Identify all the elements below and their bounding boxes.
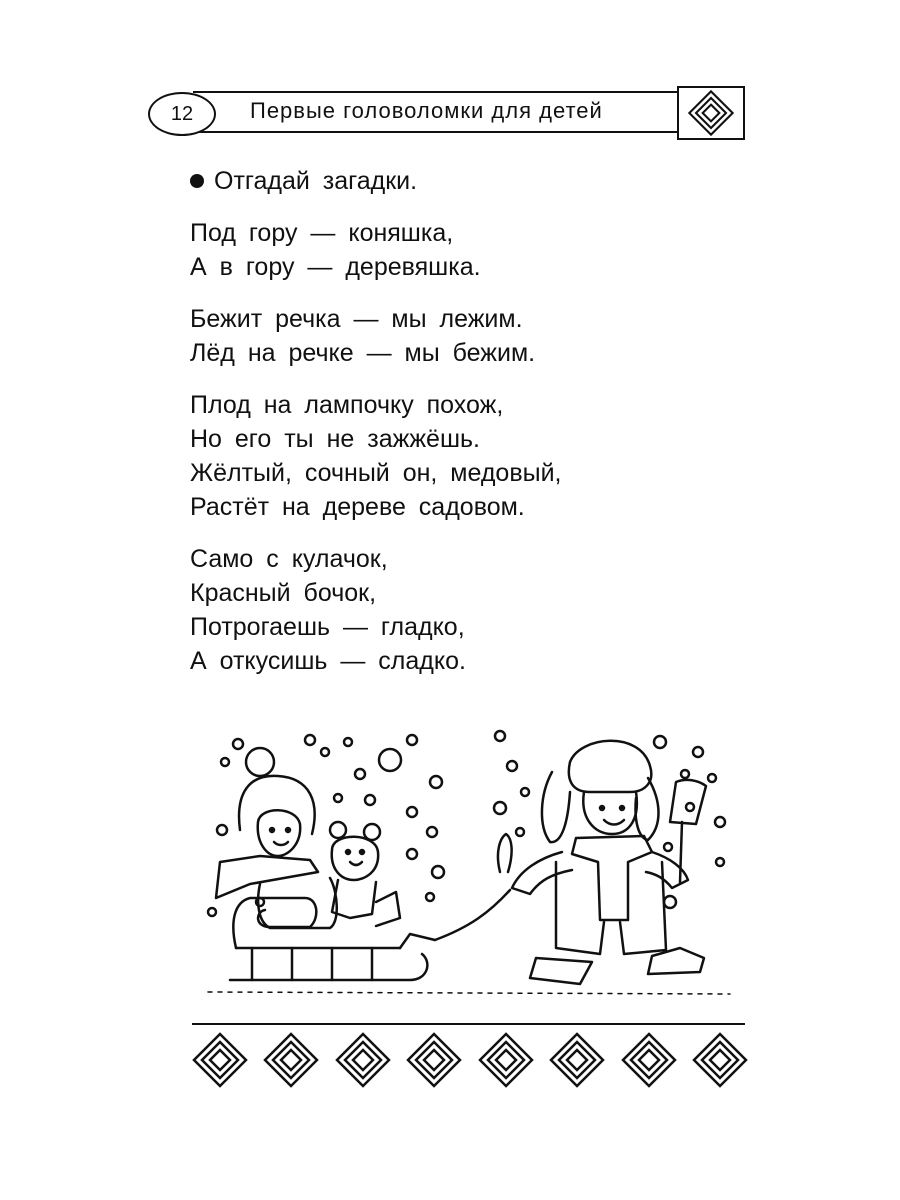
riddle-line: Но его ты не зажжёшь. xyxy=(190,425,480,453)
riddle-line: Под гору — коняшка, xyxy=(190,219,454,247)
sled-rope xyxy=(435,890,510,940)
riddle xyxy=(190,302,750,370)
riddle-line: Растёт на дереве садовом. xyxy=(190,493,525,521)
diamond-ornament-icon xyxy=(333,1030,393,1090)
riddles-section xyxy=(190,164,750,696)
header-rule-bottom xyxy=(193,131,679,133)
instruction xyxy=(190,164,750,198)
child-on-sled-icon xyxy=(216,748,337,928)
book-title: Первые головоломки для детей xyxy=(250,98,603,123)
footer-ornament-row xyxy=(190,1030,750,1100)
diamond-ornament-icon xyxy=(690,1030,750,1090)
riddle-line: А откусишь — сладко. xyxy=(190,647,466,675)
diamond-ornament-icon xyxy=(686,88,736,138)
snow-ground xyxy=(208,992,730,994)
instruction-text: Отгадай загадки. xyxy=(214,167,418,195)
riddle-line: Само с кулачок, xyxy=(190,545,388,573)
page-number: 12 xyxy=(148,92,216,136)
riddle xyxy=(190,542,750,678)
teddy-bear-icon xyxy=(330,822,400,926)
rope-loop xyxy=(498,834,512,872)
diamond-ornament-icon xyxy=(190,1030,250,1090)
footer-rule xyxy=(192,1023,745,1025)
page-header xyxy=(148,86,745,138)
riddle-line: Бежит речка — мы лежим. xyxy=(190,305,523,333)
diamond-ornament-icon xyxy=(261,1030,321,1090)
boy-with-shovel-icon xyxy=(512,741,704,984)
riddle xyxy=(190,216,750,284)
diamond-ornament-icon xyxy=(619,1030,679,1090)
riddle-line: Лёд на речке — мы бежим. xyxy=(190,339,536,367)
riddle xyxy=(190,388,750,524)
bullet-icon xyxy=(190,174,204,188)
riddle-line: Жёлтый, сочный он, медовый, xyxy=(190,459,562,487)
diamond-ornament-icon xyxy=(547,1030,607,1090)
diamond-ornament-icon xyxy=(476,1030,536,1090)
children-winter-sledding-illustration xyxy=(200,722,740,1012)
header-rule-top xyxy=(193,91,679,93)
diamond-ornament-icon xyxy=(404,1030,464,1090)
riddle-line: Красный бочок, xyxy=(190,579,377,607)
riddle-line: А в гору — деревяшка. xyxy=(190,253,481,281)
riddle-line: Потрогаешь — гладко, xyxy=(190,613,465,641)
shovel-icon xyxy=(670,780,706,882)
header-emblem xyxy=(677,86,745,140)
riddle-line: Плод на лампочку похож, xyxy=(190,391,504,419)
